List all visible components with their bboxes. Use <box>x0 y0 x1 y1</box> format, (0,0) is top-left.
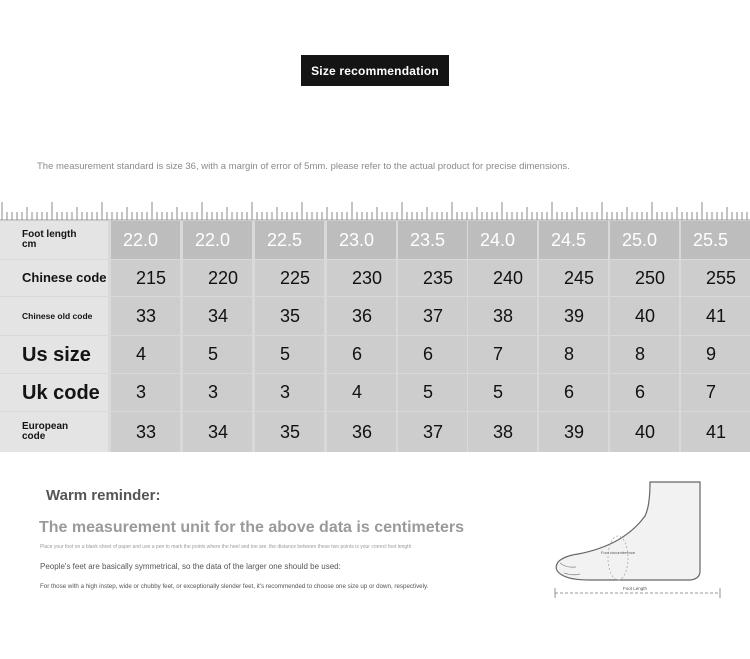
measurement-note: The measurement standard is size 36, with a margin of error of 5mm. please refer to the actual product for precise dimensions. <box>37 161 570 172</box>
size-table <box>0 221 750 452</box>
size-cell: 250 <box>610 260 679 296</box>
size-cell: 5 <box>468 374 537 411</box>
size-cell: 41 <box>681 412 750 452</box>
row-label: Foot length cm <box>0 221 108 259</box>
size-cell: 41 <box>681 297 750 335</box>
size-cell: 40 <box>610 297 679 335</box>
symmetry-note: People's feet are basically symmetrical, so the data of the larger one should be used: <box>40 562 341 571</box>
row-label: Chinese old code <box>0 297 108 335</box>
foot-length-cell: 22.5 <box>255 221 324 259</box>
row-label: Uk code <box>0 374 108 411</box>
size-cell: 39 <box>539 297 608 335</box>
foot-length-cell: 25.5 <box>681 221 750 259</box>
foot-length-cell: 23.0 <box>327 221 396 259</box>
foot-diagram <box>550 476 730 604</box>
size-cell: 5 <box>398 374 467 411</box>
size-cell: 34 <box>183 412 252 452</box>
size-cell: 4 <box>327 374 396 411</box>
ruler-strip <box>0 195 750 221</box>
size-cell: 4 <box>111 336 180 373</box>
size-cell: 230 <box>327 260 396 296</box>
size-cell: 240 <box>468 260 537 296</box>
size-cell: 39 <box>539 412 608 452</box>
size-cell: 37 <box>398 297 467 335</box>
size-cell: 36 <box>327 297 396 335</box>
foot-length-cell: 22.0 <box>111 221 180 259</box>
size-cell: 38 <box>468 412 537 452</box>
size-cell: 6 <box>539 374 608 411</box>
size-cell: 38 <box>468 297 537 335</box>
size-cell: 40 <box>610 412 679 452</box>
size-cell: 8 <box>610 336 679 373</box>
measure-instruction: Place your foot on a blank sheet of paper and use a pen to mark the points where the heel and toe are. the distance between these two points is your correct foot length <box>40 544 412 550</box>
row-label: European code <box>0 412 108 452</box>
size-cell: 34 <box>183 297 252 335</box>
row-label: Us size <box>0 336 108 373</box>
foot-length-cell: 22.0 <box>183 221 252 259</box>
size-cell: 8 <box>539 336 608 373</box>
length-label: Foot Length <box>622 586 648 591</box>
size-cell: 6 <box>398 336 467 373</box>
size-cell: 6 <box>610 374 679 411</box>
size-cell: 3 <box>183 374 252 411</box>
size-recommendation-title: Size recommendation <box>301 55 449 86</box>
reminder-title: Warm reminder: <box>46 487 161 504</box>
size-cell: 7 <box>681 374 750 411</box>
size-cell: 5 <box>255 336 324 373</box>
size-cell: 35 <box>255 297 324 335</box>
size-cell: 33 <box>111 412 180 452</box>
size-cell: 9 <box>681 336 750 373</box>
size-cell: 37 <box>398 412 467 452</box>
size-cell: 6 <box>327 336 396 373</box>
size-cell: 245 <box>539 260 608 296</box>
size-cell: 3 <box>111 374 180 411</box>
size-cell: 7 <box>468 336 537 373</box>
foot-length-cell: 23.5 <box>398 221 467 259</box>
size-cell: 220 <box>183 260 252 296</box>
size-cell: 235 <box>398 260 467 296</box>
size-cell: 225 <box>255 260 324 296</box>
circumference-label: Foot circumference <box>600 550 636 555</box>
size-cell: 33 <box>111 297 180 335</box>
size-cell: 5 <box>183 336 252 373</box>
size-cell: 255 <box>681 260 750 296</box>
foot-length-cell: 25.0 <box>610 221 679 259</box>
row-label: Chinese code <box>0 260 108 296</box>
size-cell: 215 <box>111 260 180 296</box>
size-cell: 35 <box>255 412 324 452</box>
size-cell: 3 <box>255 374 324 411</box>
size-cell: 36 <box>327 412 396 452</box>
ruler-ticks <box>0 195 750 221</box>
foot-length-cell: 24.0 <box>468 221 537 259</box>
unit-note: The measurement unit for the above data is centimeters <box>39 519 465 536</box>
fit-advice: For those with a high instep, wide or chubby feet, or exceptionally slender feet, it's recommended to choose one size up or down, respectively. <box>40 583 429 590</box>
foot-length-cell: 24.5 <box>539 221 608 259</box>
foot-illustration <box>550 476 730 604</box>
